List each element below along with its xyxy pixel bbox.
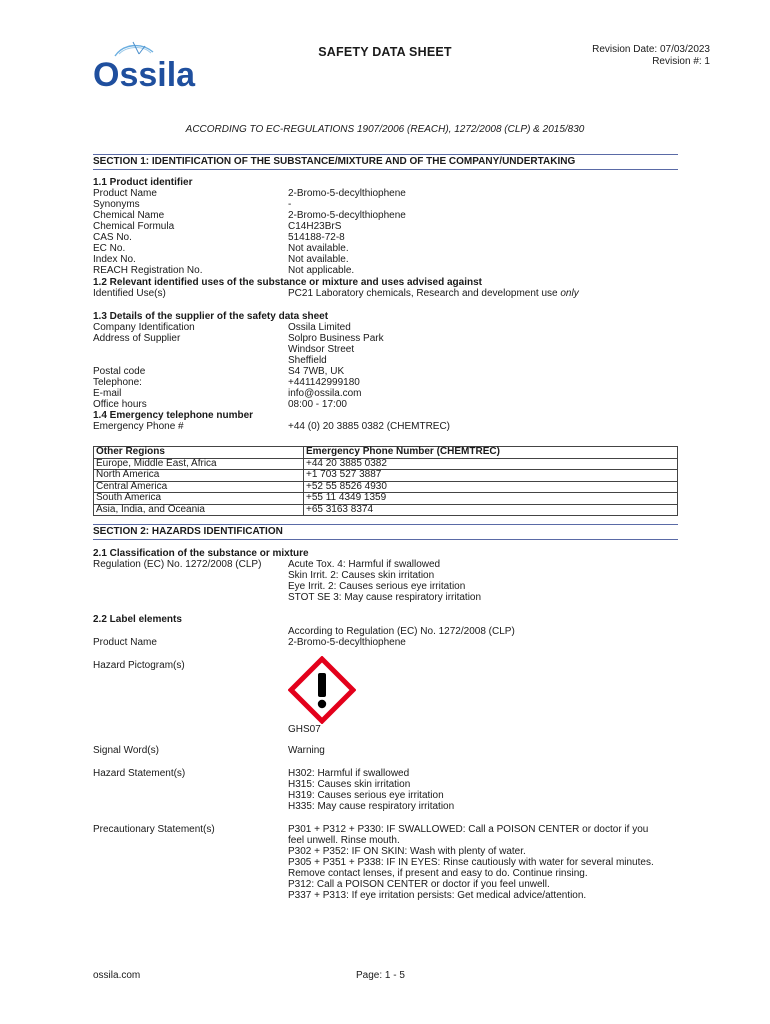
revision-number: Revision #: 1: [652, 56, 710, 67]
region-cell: South America: [94, 493, 304, 505]
product-field-value: Not available.: [288, 254, 349, 265]
hazard-statements-label: Hazard Statement(s): [93, 768, 186, 779]
classification-line: Acute Tox. 4: Harmful if swallowed: [288, 559, 441, 570]
signal-word-value: Warning: [288, 745, 325, 756]
classification-line: Skin Irrit. 2: Causes skin irritation: [288, 570, 435, 581]
regulation-label: Regulation (EC) No. 1272/2008 (CLP): [93, 559, 262, 570]
identified-uses-value: PC21 Laboratory chemicals, Research and development use only: [288, 288, 579, 299]
classification-line: STOT SE 3: May cause respiratory irritation: [288, 592, 482, 603]
product-field-label: EC No.: [93, 243, 126, 254]
product-field-value: Not available.: [288, 243, 349, 254]
hazard-statement: H319: Causes serious eye irritation: [288, 790, 444, 801]
region-cell: Central America: [94, 481, 304, 493]
product-name-value: 2-Bromo-5-decylthiophene: [288, 637, 406, 648]
product-field-label: Index No.: [93, 254, 136, 265]
table-row: [94, 458, 678, 470]
email-value[interactable]: info@ossila.com: [288, 388, 362, 399]
phone-cell: +55 11 4349 1359: [304, 493, 678, 505]
precautionary-line: Remove contact lenses, if present and easy to do. Continue rinsing.: [288, 868, 588, 879]
address-line: Solpro Business Park: [288, 333, 384, 344]
product-field-value: Not applicable.: [288, 265, 355, 276]
hazard-statement: H302: Harmful if swallowed: [288, 768, 410, 779]
revision-info: [592, 44, 710, 68]
precautionary-line: feel unwell. Rinse mouth.: [288, 835, 400, 846]
pictogram-label: Hazard Pictogram(s): [93, 660, 185, 671]
classification-line: Eye Irrit. 2: Causes serious eye irritation: [288, 581, 466, 592]
label-according: According to Regulation (EC) No. 1272/2008 (CLP): [288, 626, 515, 637]
precautionary-line: P305 + P351 + P338: IF IN EYES: Rinse cautiously with water for several minutes.: [288, 857, 654, 868]
company-value: Ossila Limited: [288, 322, 351, 333]
region-cell: North America: [94, 470, 304, 482]
product-field-label: REACH Registration No.: [93, 265, 203, 276]
region-cell: Europe, Middle East, Africa: [94, 458, 304, 470]
precautionary-line: P312: Call a POISON CENTER or doctor if you feel unwell.: [288, 879, 550, 890]
section2-sub1: 2.1 Classification of the substance or mixture: [93, 548, 309, 559]
email-label: E-mail: [93, 388, 122, 399]
section2-title: SECTION 2: HAZARDS IDENTIFICATION: [93, 524, 678, 540]
product-field-value: 2-Bromo-5-decylthiophene: [288, 188, 406, 199]
region-cell: Asia, India, and Oceania: [94, 504, 304, 516]
precautionary-label: Precautionary Statement(s): [93, 824, 215, 835]
table-row: [94, 481, 678, 493]
telephone-value: +441142999180: [288, 377, 360, 388]
phone-cell: +1 703 527 3887: [304, 470, 678, 482]
logo-text: Ossila: [93, 56, 196, 94]
phone-cell: +65 3163 8374: [304, 504, 678, 516]
table-header-cell: Emergency Phone Number (CHEMTREC): [304, 447, 678, 459]
table-header-cell: Other Regions: [94, 447, 304, 459]
section1-sub4: 1.4 Emergency telephone number: [93, 410, 254, 421]
section1-sub3: 1.3 Details of the supplier of the safety data sheet: [93, 311, 329, 322]
product-field-value: -: [288, 199, 292, 210]
company-label: Company Identification: [93, 322, 195, 333]
regulation-line: ACCORDING TO EC-REGULATIONS 1907/2006 (REACH), 1272/2008 (CLP) & 2015/830: [185, 124, 585, 135]
address-line: Sheffield: [288, 355, 327, 366]
product-field-label: CAS No.: [93, 232, 132, 243]
pictogram-code: GHS07: [288, 724, 321, 735]
footer-page-number: Page: 1 - 5: [356, 970, 405, 981]
telephone-label: Telephone:: [93, 377, 142, 388]
emergency-phone-value: +44 (0) 20 3885 0382 (CHEMTREC): [288, 421, 451, 432]
hazard-statement: H315: Causes skin irritation: [288, 779, 411, 790]
product-field-value: 2-Bromo-5-decylthiophene: [288, 210, 406, 221]
section1-sub1: 1.1 Product identifier: [93, 177, 193, 188]
product-field-value: 514188-72-8: [288, 232, 345, 243]
signal-word-label: Signal Word(s): [93, 745, 159, 756]
table-row: [94, 504, 678, 516]
revision-date: Revision Date: 07/03/2023: [592, 44, 710, 55]
table-header-row: [94, 447, 678, 459]
product-field-label: Chemical Formula: [93, 221, 175, 232]
table-row: [94, 470, 678, 482]
footer-site[interactable]: ossila.com: [93, 970, 141, 981]
document-title: SAFETY DATA SHEET: [318, 45, 452, 59]
address-label: Address of Supplier: [93, 333, 181, 344]
product-field-label: Chemical Name: [93, 210, 165, 221]
product-name-label: Product Name: [93, 637, 157, 648]
address-line: Windsor Street: [288, 344, 355, 355]
emergency-regions-table: [93, 446, 678, 516]
precautionary-line: P301 + P312 + P330: IF SWALLOWED: Call a POISON CENTER or doctor if you: [288, 824, 649, 835]
table-row: [94, 493, 678, 505]
phone-cell: +44 20 3885 0382: [304, 458, 678, 470]
office-hours-label: Office hours: [93, 399, 147, 410]
exclamation-mark-icon: [288, 656, 356, 724]
postal-label: Postal code: [93, 366, 146, 377]
product-field-label: Synonyms: [93, 199, 140, 210]
emergency-phone-label: Emergency Phone #: [93, 421, 184, 432]
section2-sub2: 2.2 Label elements: [93, 614, 182, 625]
office-hours-value: 08:00 - 17:00: [288, 399, 347, 410]
section1-sub2: 1.2 Relevant identified uses of the substance or mixture and uses advised against: [93, 277, 483, 288]
product-field-value: C14H23BrS: [288, 221, 342, 232]
precautionary-line: P302 + P352: IF ON SKIN: Wash with plenty of water.: [288, 846, 526, 857]
phone-cell: +52 55 8526 4930: [304, 481, 678, 493]
identified-uses-label: Identified Use(s): [93, 288, 166, 299]
section1-title: SECTION 1: IDENTIFICATION OF THE SUBSTANCE/MIXTURE AND OF THE COMPANY/UNDERTAKING: [93, 154, 678, 170]
precautionary-line: P337 + P313: If eye irritation persists: Get medical advice/attention.: [288, 890, 587, 901]
product-field-label: Product Name: [93, 188, 157, 199]
postal-value: S4 7WB, UK: [288, 366, 345, 377]
hazard-statement: H335: May cause respiratory irritation: [288, 801, 455, 812]
